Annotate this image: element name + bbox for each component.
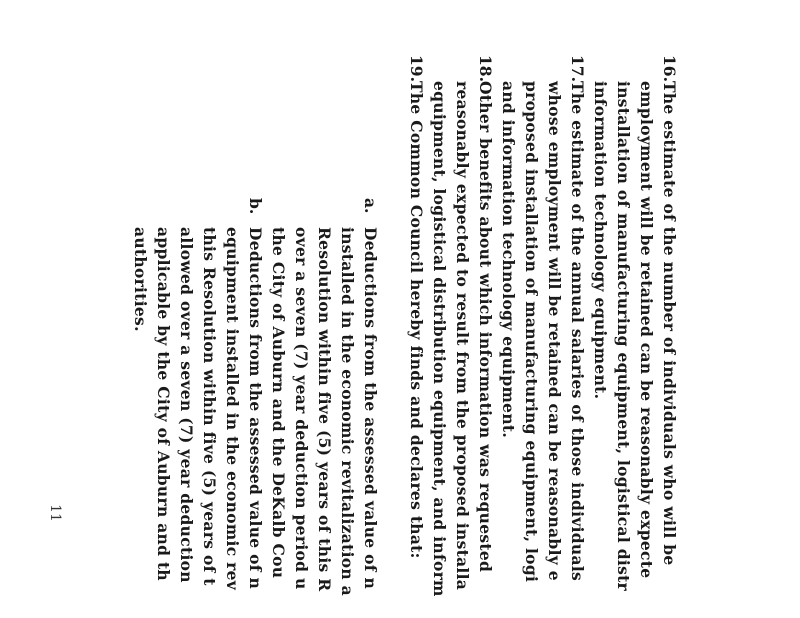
- paragraph-line: and information technology equipment.: [499, 81, 518, 439]
- paragraph-line: The estimate of the annual salaries of those individuals: [568, 81, 587, 582]
- paragraph-line: Other benefits about which information was requested: [476, 81, 495, 573]
- paragraph-line: information technology equipment.: [591, 81, 610, 400]
- paragraph-line: equipment, logistical distribution equipment, and inform: [430, 81, 449, 597]
- rotated-text-block: [78, 55, 678, 618]
- item-number: 18.: [476, 55, 495, 82]
- paragraph-line: authorities.: [131, 227, 150, 332]
- paragraph-line: allowed over a seven (7) year deduction: [177, 227, 196, 583]
- sub-item-letter: b.: [246, 198, 265, 215]
- paragraph-line: employment will be retained can be reasonably expecte: [637, 81, 656, 579]
- paragraph-line: whose employment will be retained can be reasonably e: [545, 81, 564, 581]
- item-number: 17.: [568, 55, 587, 82]
- paragraph-line: Deductions from the assessed value of n: [246, 227, 265, 590]
- page-number: 11: [46, 504, 63, 522]
- paragraph-line: applicable by the City of Auburn and th: [154, 227, 173, 581]
- paragraph-line: Resolution within five (5) years of this R: [315, 227, 334, 592]
- paragraph-line: the City of Auburn and the DeKalb Cou: [269, 227, 288, 579]
- paragraph-line: reasonably expected to result from the proposed installa: [453, 81, 472, 591]
- paragraph-line: The estimate of the number of individuals who will be: [660, 81, 679, 566]
- paragraph-line: installation of manufacturing equipment, logistical distr: [614, 81, 633, 592]
- paragraph-line: this Resolution within five (5) years of t: [200, 227, 219, 586]
- item-number: 19.: [407, 55, 426, 82]
- paragraph-line: over a seven (7) year deduction period u: [292, 227, 311, 590]
- paragraph-line: Deductions from the assessed value of n: [361, 227, 380, 590]
- paragraph-line: equipment installed in the economic rev: [223, 227, 242, 591]
- sub-item-letter: a.: [361, 198, 380, 214]
- paragraph-line: The Common Council hereby finds and declares that:: [407, 81, 426, 559]
- paragraph-line: proposed installation of manufacturing equipment, logi: [522, 81, 541, 583]
- item-number: 16.: [660, 55, 679, 82]
- paragraph-line: installed in the economic revitalization a: [338, 227, 357, 597]
